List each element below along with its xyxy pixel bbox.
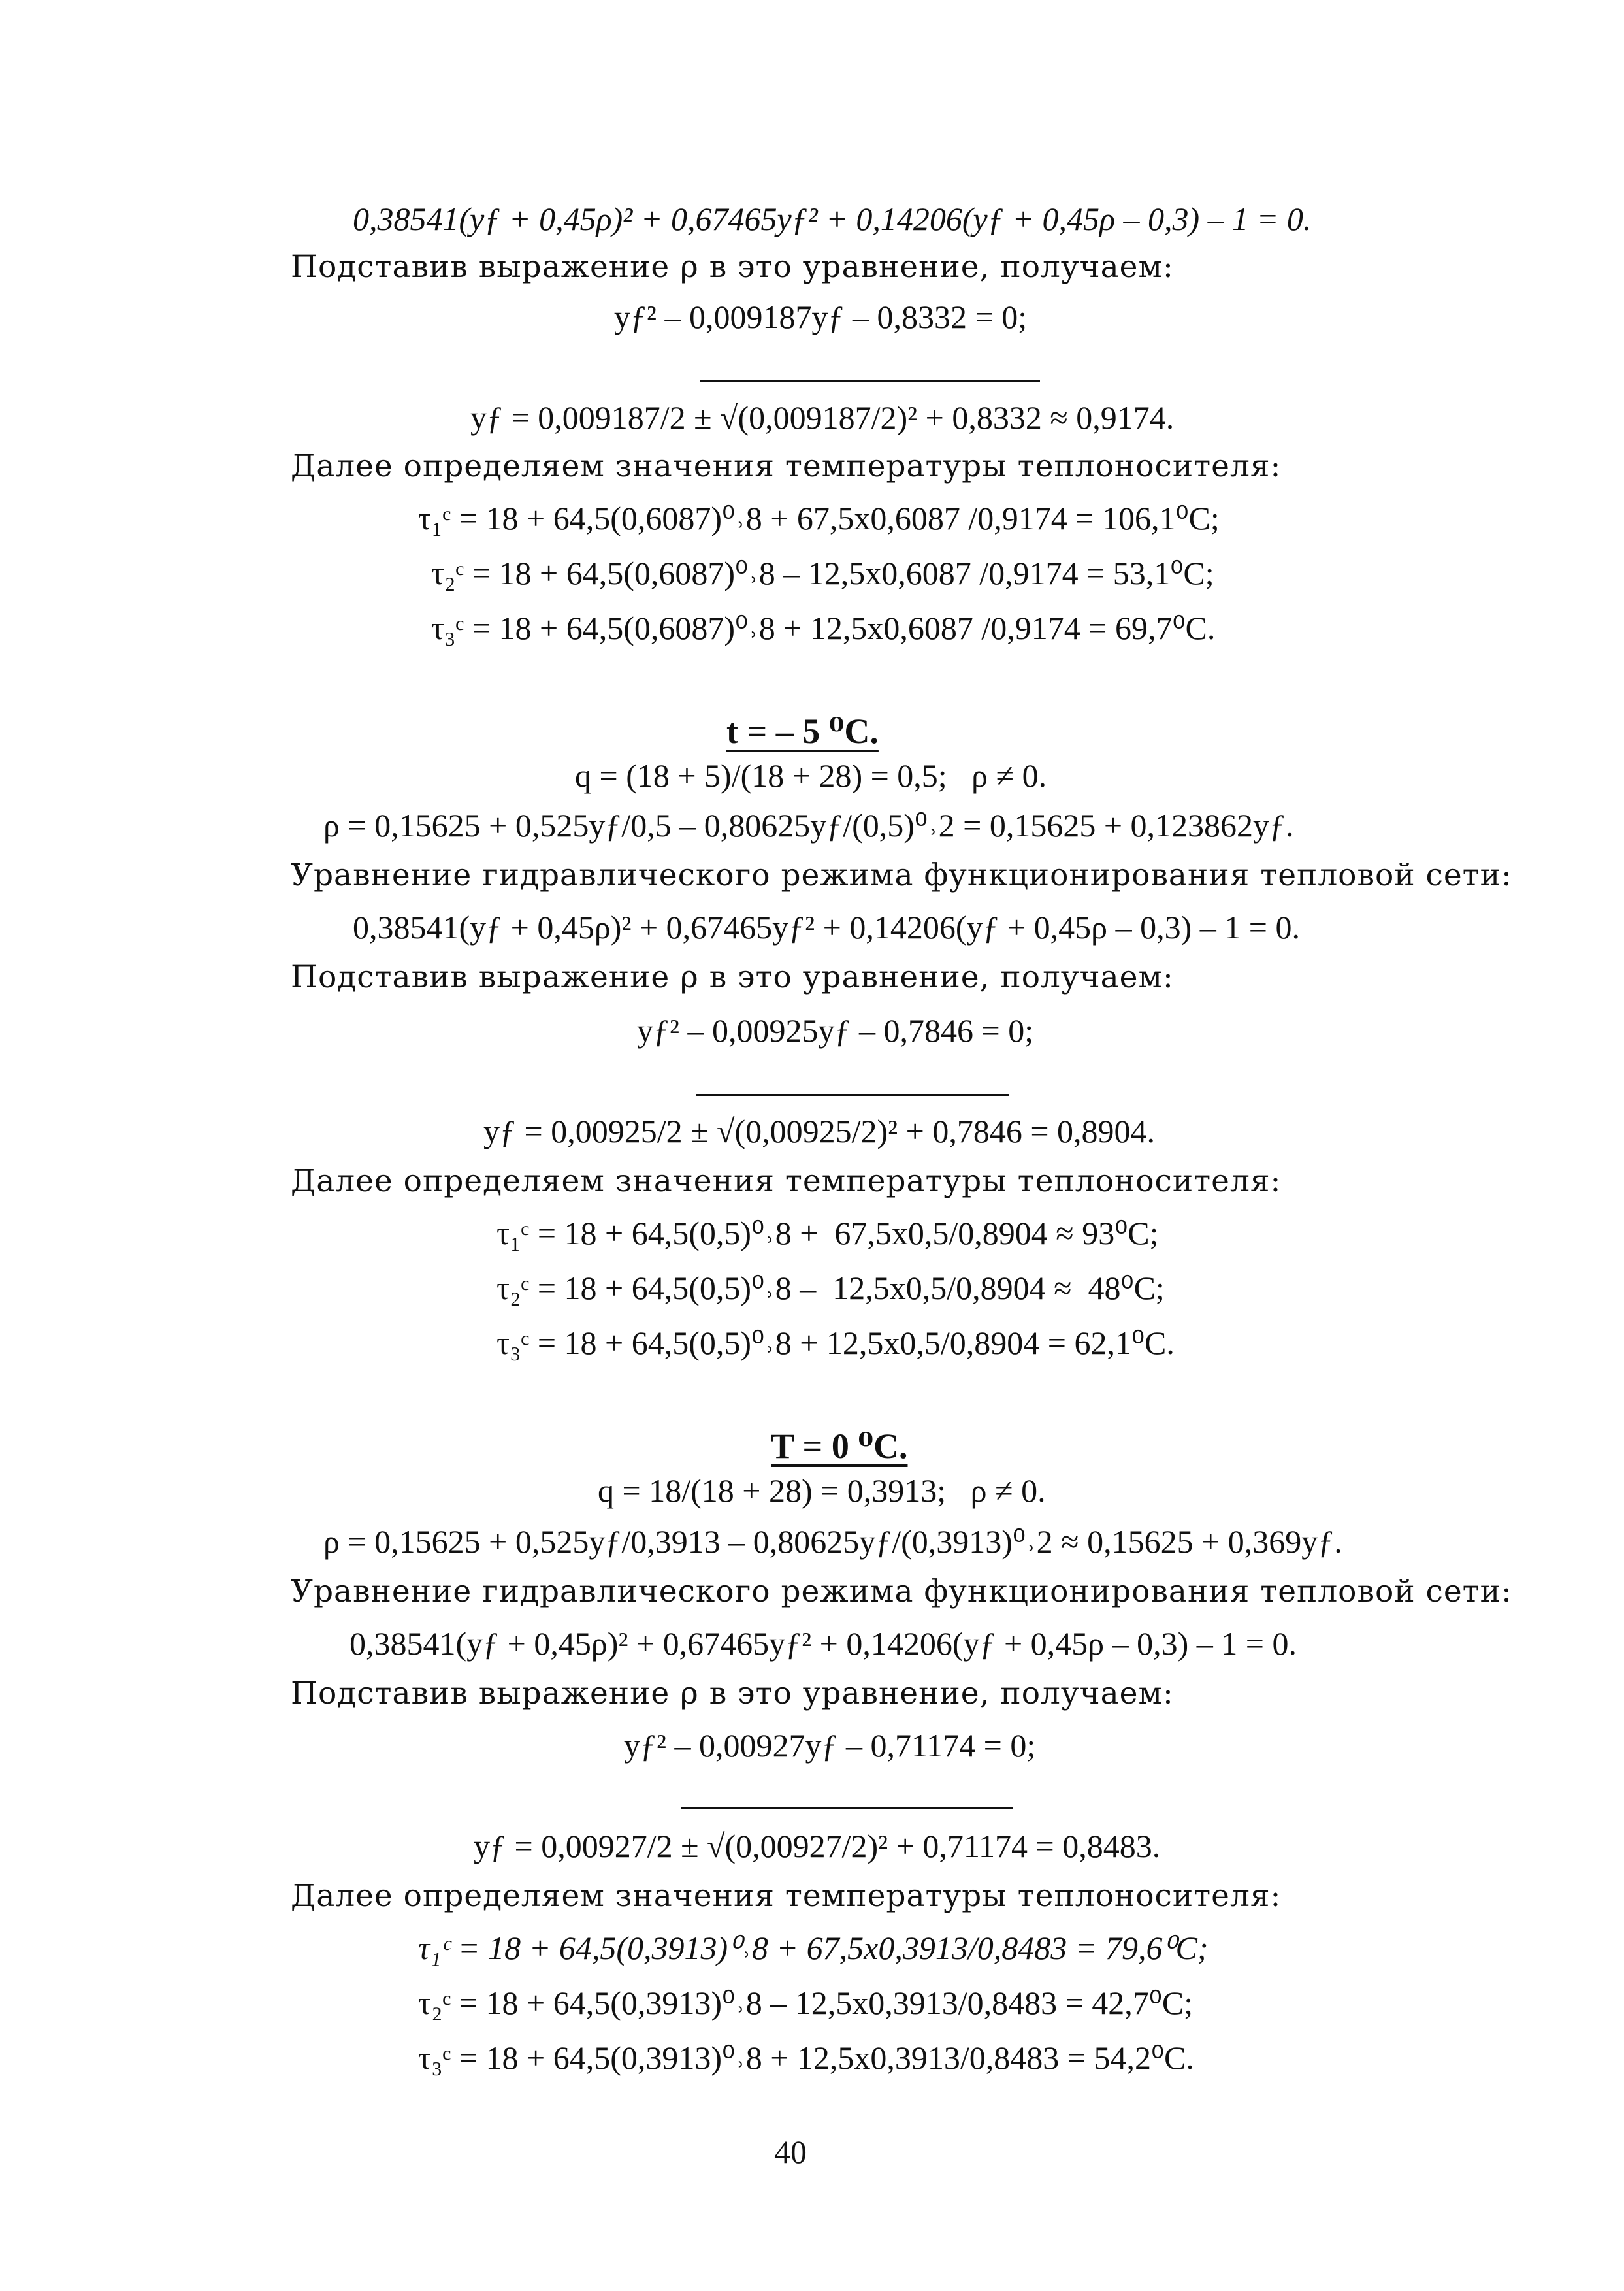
text-line: Подставив выражение ρ в это уравнение, получаем: <box>291 959 1174 995</box>
hydraulic-equation: 0,38541(yƒ + 0,45ρ)² + 0,67465yƒ² + 0,14206(yƒ + 0,45ρ – 0,3) – 1 = 0. <box>349 1625 1297 1662</box>
section-heading: T = 0 ⁰C. <box>771 1426 908 1466</box>
root-overline <box>696 1094 1009 1096</box>
text-line: Далее определяем значения температуры теплоносителя: <box>291 448 1282 484</box>
tau1-equation: τ₁ᶜ = 18 + 64,5(0,5)⁰˒8 + 67,5x0,5/0,8904 ≈ 93⁰C; <box>496 1215 1159 1251</box>
tau1-equation: τ₁ᶜ = 18 + 64,5(0,3913)⁰˒8 + 67,5x0,3913/0,8483 = 79,6⁰C; <box>418 1930 1209 1966</box>
text-line: Подставив выражение ρ в это уравнение, получаем: <box>291 1675 1174 1711</box>
tau1-equation: τ₁ᶜ = 18 + 64,5(0,6087)⁰˒8 + 67,5x0,6087 /0,9174 = 106,1⁰C; <box>418 500 1220 536</box>
text-line: Уравнение гидравлического режима функционирования тепловой сети: <box>291 1574 1512 1609</box>
section-heading: t = – 5 ⁰C. <box>726 712 879 751</box>
tau2-equation: τ₂ᶜ = 18 + 64,5(0,6087)⁰˒8 – 12,5x0,6087 /0,9174 = 53,1⁰C; <box>431 555 1214 591</box>
quadratic-equation: yƒ² – 0,00925yƒ – 0,7846 = 0; <box>637 1012 1034 1049</box>
tau3-equation: τ₃ᶜ = 18 + 64,5(0,3913)⁰˒8 + 12,5x0,3913/0,8483 = 54,2⁰C. <box>418 2039 1194 2076</box>
hydraulic-equation: 0,38541(yƒ + 0,45ρ)² + 0,67465yƒ² + 0,14206(yƒ + 0,45ρ – 0,3) – 1 = 0. <box>353 909 1300 946</box>
quadratic-equation: yƒ² – 0,00927yƒ – 0,71174 = 0; <box>624 1727 1036 1764</box>
tau2-equation: τ₂ᶜ = 18 + 64,5(0,3913)⁰˒8 – 12,5x0,3913/0,8483 = 42,7⁰C; <box>418 1985 1194 2021</box>
tau2-equation: τ₂ᶜ = 18 + 64,5(0,5)⁰˒8 – 12,5x0,5/0,8904 ≈ 48⁰C; <box>496 1270 1165 1306</box>
page-number: 40 <box>774 2134 807 2170</box>
tau3-equation: τ₃ᶜ = 18 + 64,5(0,6087)⁰˒8 + 12,5x0,6087 /0,9174 = 69,7⁰C. <box>431 610 1216 646</box>
root-solution: yƒ = 0,009187/2 ± √(0,009187/2)² + 0,8332 ≈ 0,9174. <box>470 399 1175 436</box>
q-equation: q = 18/(18 + 28) = 0,3913; ρ ≠ 0. <box>598 1472 1046 1509</box>
hydraulic-equation: 0,38541(yƒ + 0,45ρ)² + 0,67465yƒ² + 0,14206(yƒ + 0,45ρ – 0,3) – 1 = 0. <box>353 201 1312 237</box>
rho-equation: ρ = 0,15625 + 0,525yƒ/0,5 – 0,80625yƒ/(0,5)⁰˒2 = 0,15625 + 0,123862yƒ. <box>323 807 1294 844</box>
q-equation: q = (18 + 5)/(18 + 28) = 0,5; ρ ≠ 0. <box>575 757 1047 794</box>
text-line: Уравнение гидравлического режима функционирования тепловой сети: <box>291 857 1512 893</box>
root-overline <box>700 380 1040 382</box>
root-solution: yƒ = 0,00927/2 ± √(0,00927/2)² + 0,71174 = 0,8483. <box>474 1828 1161 1864</box>
quadratic-equation: yƒ² – 0,009187yƒ – 0,8332 = 0; <box>614 299 1028 335</box>
root-overline <box>681 1807 1013 1809</box>
tau3-equation: τ₃ᶜ = 18 + 64,5(0,5)⁰˒8 + 12,5x0,5/0,8904 = 62,1⁰C. <box>496 1325 1175 1361</box>
text-line: Подставив выражение ρ в это уравнение, получаем: <box>291 249 1174 285</box>
text-line: Далее определяем значения температуры теплоносителя: <box>291 1163 1282 1199</box>
rho-equation: ρ = 0,15625 + 0,525yƒ/0,3913 – 0,80625yƒ/(0,3913)⁰˒2 ≈ 0,15625 + 0,369yƒ. <box>323 1523 1342 1560</box>
root-solution: yƒ = 0,00925/2 ± √(0,00925/2)² + 0,7846 = 0,8904. <box>483 1113 1156 1149</box>
text-line: Далее определяем значения температуры теплоносителя: <box>291 1878 1282 1914</box>
